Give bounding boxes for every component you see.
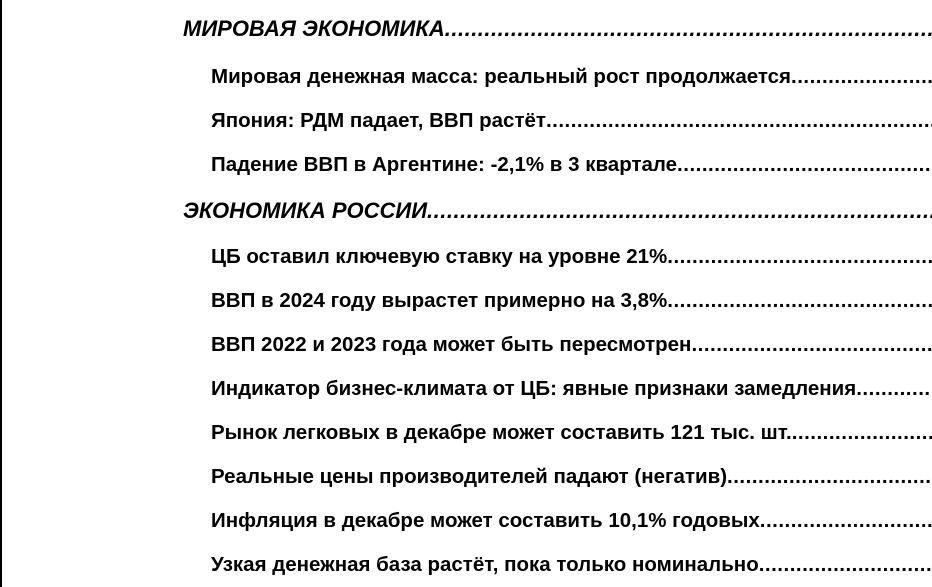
toc-item-title: Индикатор бизнес-климата от ЦБ: явные признаки замедления xyxy=(211,376,857,400)
toc-item-title: ВВП 2022 и 2023 года может быть пересмотрен xyxy=(211,332,692,356)
toc-section-russia-economy[interactable] xyxy=(183,194,932,224)
toc-item-title: Реальные цены производителей падают (негатив) xyxy=(211,464,728,488)
toc-section-title: МИРОВАЯ ЭКОНОМИКА xyxy=(183,16,445,41)
toc-item-title: Япония: РДМ падает, ВВП растёт xyxy=(211,108,546,132)
toc-dot-leader xyxy=(445,18,932,42)
toc-dot-leader xyxy=(667,291,932,314)
toc-item-argentina-gdp[interactable] xyxy=(211,147,932,177)
toc-item-title: Инфляция в декабре может составить 10,1% годовых xyxy=(211,508,760,532)
toc-dot-leader xyxy=(691,335,932,358)
toc-item-inflation[interactable] xyxy=(211,503,932,533)
toc-dot-leader xyxy=(546,111,932,134)
toc-item-title: ВВП в 2024 году вырастет примерно на 3,8% xyxy=(211,288,668,312)
toc-section-title: ЭКОНОМИКА РОССИИ xyxy=(183,198,428,223)
toc-dot-leader xyxy=(677,155,932,178)
toc-dot-leader xyxy=(792,423,932,446)
toc-dot-leader xyxy=(759,555,932,578)
toc-item-gdp-revision[interactable] xyxy=(211,327,932,357)
toc-item-title: Мировая денежная масса: реальный рост продолжается xyxy=(211,64,791,88)
toc-item-world-money-supply[interactable] xyxy=(211,59,932,89)
toc-section-world-economy[interactable] xyxy=(183,12,932,42)
toc-dot-leader xyxy=(856,379,932,402)
toc-item-title: Падение ВВП в Аргентине: -2,1% в 3 квартале xyxy=(211,152,678,176)
toc-dot-leader xyxy=(760,511,932,534)
toc-item-gdp-2024[interactable] xyxy=(211,283,932,313)
toc-dot-leader xyxy=(427,200,932,224)
toc-item-key-rate[interactable] xyxy=(211,239,932,269)
toc-item-money-base[interactable] xyxy=(211,547,932,577)
toc-dot-leader xyxy=(727,467,932,490)
toc-item-title: ЦБ оставил ключевую ставку на уровне 21% xyxy=(211,244,668,268)
toc-item-title: Рынок легковых в декабре может составить 121 тыс. шт. xyxy=(211,420,792,444)
toc-item-title: Узкая денежная база растёт, пока только номинально xyxy=(211,552,759,576)
toc-item-car-market[interactable] xyxy=(211,415,932,445)
toc-item-business-climate[interactable] xyxy=(211,371,932,401)
toc-dot-leader xyxy=(791,67,932,90)
toc-item-producer-prices[interactable] xyxy=(211,459,932,489)
toc-dot-leader xyxy=(667,247,932,270)
toc-item-japan[interactable] xyxy=(211,103,932,133)
